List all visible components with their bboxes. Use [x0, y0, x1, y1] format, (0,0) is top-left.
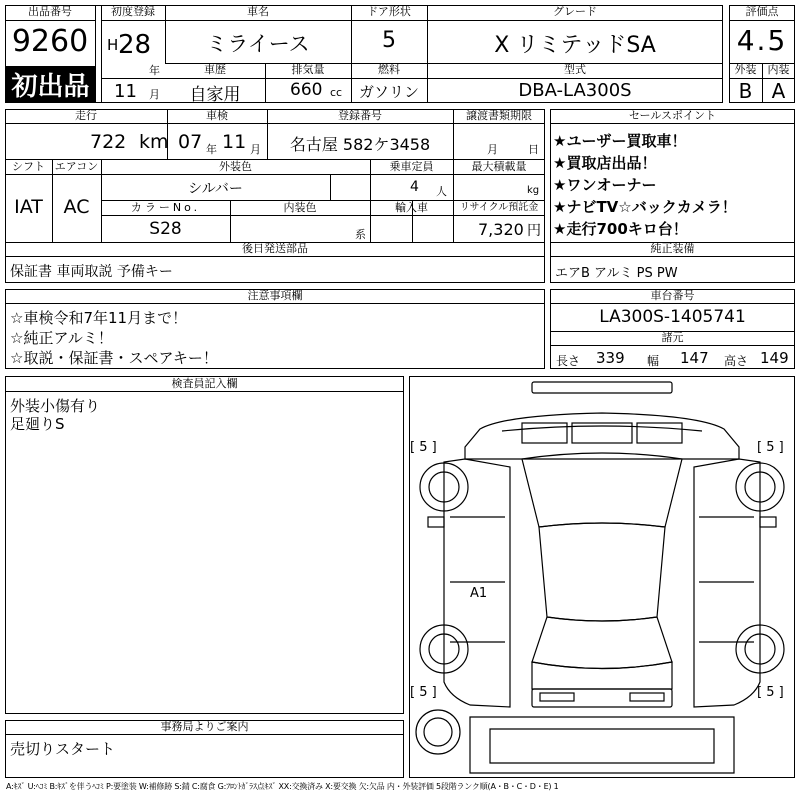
capacity-unit: 人 [436, 185, 447, 198]
equipment-label: 純正装備 [650, 242, 695, 255]
exterior-score-label: 外装 [734, 63, 757, 76]
max-load-unit: kg [527, 185, 540, 196]
width-value: 147 [680, 349, 709, 367]
plate-label: 登録番号 [338, 109, 382, 122]
note-2: ☆純正アルミ！ [10, 329, 113, 347]
model-code-value: DBA-LA300S [518, 80, 632, 101]
fuel-value: ガソリン [358, 83, 419, 101]
length-value: 339 [596, 349, 625, 367]
later-parts-value: 保証書 車両取説 予備キー [10, 264, 173, 280]
office-value: 売切りスタート [10, 740, 116, 758]
sales-point-1: ★ユーザー買取車！ [553, 132, 687, 150]
mileage-value: 722 [90, 131, 127, 153]
inspection-year-unit: 年 [206, 143, 217, 156]
dimensions-label: 諸元 [661, 331, 684, 344]
capacity-label: 乗車定員 [389, 160, 434, 173]
car-name-value: ミライース [206, 32, 310, 56]
fuel-label: 燃料 [378, 63, 400, 76]
note-3: ☆取説・保証書・スペアキー！ [10, 349, 218, 367]
mileage-unit: km [139, 131, 169, 153]
import-label: 輸入車 [395, 201, 428, 214]
interior-score-label: 内装 [767, 63, 790, 76]
registration-era: H [107, 36, 119, 54]
equipment-value: エアB アルミ PS PW [555, 266, 678, 281]
transfer-deadline-label: 譲渡書類期限 [466, 109, 532, 122]
registration-month-unit: 月 [149, 88, 160, 101]
registration-year-unit: 年 [149, 64, 160, 77]
inspection-month-unit: 月 [250, 143, 261, 156]
door-label: ドア形状 [367, 5, 411, 18]
exterior-score: B [738, 79, 753, 103]
registration-month: 11 [114, 81, 137, 102]
capacity-value: 4 [410, 179, 419, 195]
inspector-line-2: 足廻りS [10, 415, 65, 433]
grade-label: グレード [553, 5, 597, 18]
lot-label: 出品番号 [28, 5, 72, 18]
tire-front-left-grade: [ 5 ] [410, 440, 437, 455]
inspection-month: 11 [222, 131, 247, 153]
inspection-label: 車検 [206, 109, 228, 122]
exterior-color-label: 外装色 [219, 160, 252, 173]
shift-value: IAT [14, 196, 43, 218]
office-label: 事務局よりご案内 [160, 720, 249, 733]
history-label: 車歴 [204, 63, 226, 76]
model-code-label: 型式 [564, 63, 586, 76]
displacement-value: 660 [290, 80, 323, 100]
car-diagram [409, 376, 795, 778]
tire-rear-left-grade: [ 5 ] [410, 685, 437, 700]
inspector-line-1: 外装小傷有り [10, 397, 101, 415]
door-value: 5 [382, 28, 396, 53]
legend-footer: A:ｷｽﾞ U:ﾍｺﾐ B:ｷｽﾞを伴うﾍｺﾐ P:要塗装 W:補修跡 S:錆 C:腐食 G:ﾌﾛﾝﾄｶﾞﾗｽ点ｷｽﾞ XX:交換済み X:要交換 欠:欠品 内・外装評価 5段階ランク順(A・B・C・D・E) 1 [6, 782, 559, 791]
score-label: 評価点 [745, 5, 779, 18]
recycle-value: 7,320 [478, 220, 524, 239]
interior-score: A [771, 79, 786, 103]
color-no-value: S28 [149, 219, 182, 239]
aircon-label: エアコン [54, 160, 99, 173]
tire-rear-right-grade: [ 5 ] [757, 685, 784, 700]
later-parts-label: 後日発送部品 [242, 242, 308, 255]
transfer-month-unit: 月 [487, 143, 498, 156]
shift-label: シフト [12, 160, 45, 173]
sales-points-label: セールスポイント [628, 109, 716, 122]
lot-number: 9260 [11, 24, 89, 59]
note-1: ☆車検令和7年11月まで！ [10, 309, 188, 327]
sales-point-2: ★買取店出品！ [553, 154, 657, 172]
inspection-year: 07 [178, 131, 203, 153]
mileage-label: 走行 [75, 109, 97, 122]
chassis-label: 車台番号 [650, 289, 695, 302]
plate-value: 名古屋 582ケ3458 [289, 135, 431, 154]
inspector-label: 検査員記入欄 [171, 377, 238, 390]
color-no-label: カラーNo. [130, 201, 201, 214]
sales-point-3: ★ワンオーナー [553, 176, 657, 194]
damage-mark-a1: A1 [470, 586, 488, 601]
chassis-value: LA300S-1405741 [599, 307, 746, 327]
aircon-value: AC [63, 196, 90, 218]
grade-value: X リミテッドSA [494, 33, 656, 58]
sales-point-5: ★走行700キロ台！ [553, 220, 688, 238]
interior-color-label: 内装色 [283, 201, 317, 214]
recycle-unit: 円 [527, 223, 541, 239]
length-label: 長さ [556, 354, 581, 368]
history-value: 自家用 [189, 85, 241, 105]
displacement-unit: cc [330, 86, 343, 99]
displacement-label: 排気量 [291, 63, 325, 76]
height-label: 高さ [724, 354, 749, 368]
height-value: 149 [760, 349, 789, 367]
width-label: 幅 [647, 354, 660, 368]
exterior-color-value: シルバー [188, 181, 243, 197]
max-load-label: 最大積載量 [471, 160, 527, 173]
registration-label: 初度登録 [111, 5, 155, 18]
inspector-box [5, 376, 404, 714]
first-listing-badge: 初出品 [6, 66, 95, 102]
transfer-day-unit: 日 [528, 143, 539, 156]
notes-label: 注意事項欄 [247, 289, 303, 302]
sales-point-4: ★ナビTV☆バックカメラ！ [553, 198, 737, 216]
interior-color-unit: 系 [355, 228, 366, 241]
score-value: 4.5 [736, 24, 788, 57]
registration-year: 28 [118, 30, 152, 60]
car-name-label: 車名 [247, 5, 269, 18]
tire-front-right-grade: [ 5 ] [757, 440, 784, 455]
car-diagram-drawing [410, 377, 794, 777]
recycle-label: リサイクル預託金 [459, 202, 539, 213]
